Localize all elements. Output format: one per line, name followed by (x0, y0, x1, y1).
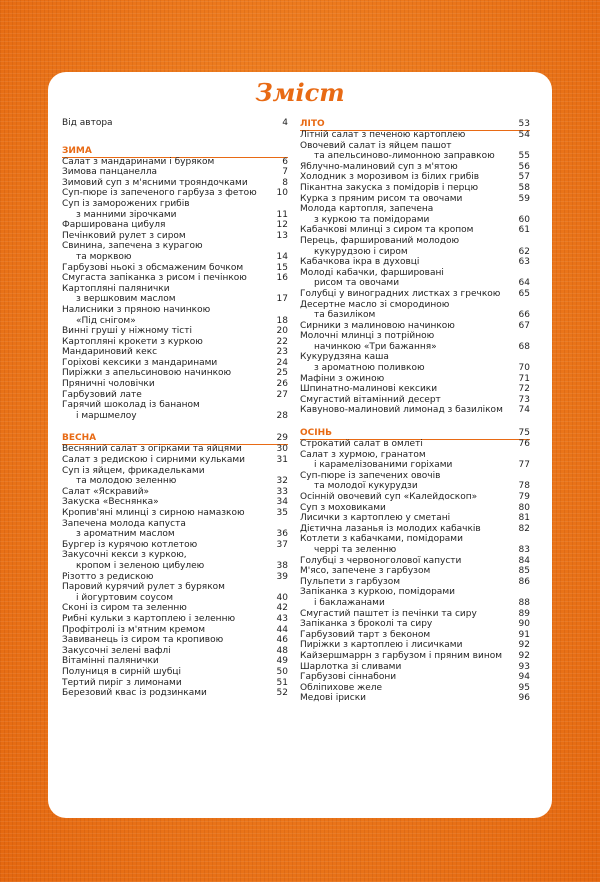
toc-entry[interactable]: Смугастий паштет із печінки та сиру 89 (300, 608, 530, 619)
toc-entry[interactable]: Завиванець із сиром та кропивою 46 (62, 635, 288, 646)
toc-entry[interactable]: черрі та зеленню 83 (314, 544, 530, 555)
toc-entry[interactable]: Запіканка з куркою, помідорами (300, 587, 455, 598)
toc-entry[interactable]: Пряничні чоловічки 26 (62, 379, 288, 390)
toc-entry[interactable]: Весняний салат з огірками та яйцями 30 (62, 444, 288, 455)
toc-entry[interactable]: Налисники з пряною начинкою (62, 304, 211, 315)
toc-entry[interactable]: Мафіни з ожиною 71 (300, 373, 530, 384)
toc-entry[interactable]: Смугастий вітамінний десерт 73 (300, 394, 530, 405)
toc-entry[interactable]: начинкою «Три бажання» 68 (314, 341, 530, 352)
toc-entry[interactable]: кропом і зеленою цибулею 38 (76, 560, 288, 571)
toc-entry[interactable]: кукурудзою і сиром 62 (314, 246, 530, 257)
toc-entry[interactable]: з вершковим маслом 17 (76, 294, 288, 305)
toc-entry[interactable]: Різотто з редискою 39 (62, 571, 288, 582)
toc-entry[interactable]: «Під снігом» 18 (76, 315, 288, 326)
toc-entry[interactable]: і маршмелоу 28 (76, 410, 288, 421)
toc-entry[interactable]: Закуска «Веснянка» 34 (62, 497, 288, 508)
toc-entry[interactable]: Лисички з картоплею у сметані 81 (300, 513, 530, 524)
right-column (300, 118, 530, 715)
toc-entry[interactable]: Дієтична лазанья із молодих кабачків 82 (300, 523, 530, 534)
toc-entry[interactable]: Шарлотка зі сливами 93 (300, 661, 530, 672)
toc-entry[interactable]: Голубці у виноградних листках з гречкою 65 (300, 288, 530, 299)
section-0 (62, 145, 288, 422)
toc-entry[interactable]: Запечена молода капуста (62, 518, 186, 529)
toc-entry[interactable]: Пульпети з гарбузом 86 (300, 576, 530, 587)
toc-entry[interactable]: та апельсиново-лимонною заправкою 55 (314, 151, 530, 162)
toc-entry[interactable]: Котлети з кабачками, помідорами (300, 534, 463, 545)
toc-entry[interactable]: Зимовий суп з м'ясними трояндочками 8 (62, 177, 288, 188)
toc-entry[interactable]: з ароматною поливкою 70 (314, 363, 530, 374)
toc-entry[interactable]: з ароматним маслом 36 (76, 529, 288, 540)
toc-entry[interactable]: Суп-пюре із запеченого гарбуза з фетою 10 (62, 188, 288, 199)
toc-entry[interactable]: Тертий пиріг з лимонами 51 (62, 677, 288, 688)
toc-entry[interactable]: та молодої кукурудзи 78 (314, 481, 530, 492)
toc-entry[interactable]: Гарбузовий лате 27 (62, 389, 288, 400)
toc-entry[interactable]: Смугаста запіканка з рисом і печінкою 16 (62, 273, 288, 284)
toc-entry[interactable]: Бургер із курячою котлетою 37 (62, 539, 288, 550)
toc-entry[interactable]: Кайзершмаррн з гарбузом і пряним вином 92 (300, 650, 530, 661)
intro-entry[interactable]: Від автора 4 (62, 118, 288, 128)
toc-entry[interactable]: Горіхові кексики з мандаринами 24 (62, 357, 288, 368)
toc-entry[interactable]: і йогуртовим соусом 40 (76, 592, 288, 603)
toc-entry[interactable]: Холодник з морозивом із білих грибів 57 (300, 172, 530, 183)
toc-entry[interactable]: Зимова панцанелла 7 (62, 167, 288, 178)
toc-entry[interactable]: Сконі із сиром та зеленню 42 (62, 603, 288, 614)
toc-entry[interactable]: Пиріжки з апельсиновою начинкою 25 (62, 368, 288, 379)
toc-entry[interactable]: Суп із заморожених грибів (62, 198, 190, 209)
toc-entry[interactable]: рисом та овочами 64 (314, 278, 530, 289)
toc-entry[interactable]: Медові іриски 96 (300, 693, 530, 704)
toc-entry[interactable]: Картопляні палянички (62, 283, 170, 294)
section-heading[interactable]: ЛІТО 53 (300, 119, 530, 129)
toc-entry[interactable]: Березовий квас із родзинками 52 (62, 688, 288, 699)
toc-entry[interactable]: Кавуново-малиновий лимонад з базиліком 74 (300, 405, 530, 416)
section-heading[interactable]: ВЕСНА 29 (62, 433, 288, 444)
toc-entry[interactable]: Пиріжки з картоплею і лисичками 92 (300, 640, 530, 651)
toc-entry[interactable]: Сирники з малиновою начинкою 67 (300, 320, 530, 331)
toc-entry[interactable]: Курка з пряним рисом та овочами 59 (300, 193, 530, 204)
toc-entry[interactable]: та морквою 14 (76, 251, 288, 262)
toc-entry[interactable]: Осінній овочевий суп «Калейдоскоп» 79 (300, 492, 530, 502)
toc-entry[interactable]: Закусочні кекси з куркою, (62, 550, 187, 561)
toc-entry[interactable]: Фарширована цибуля 12 (62, 220, 288, 231)
toc-entry[interactable]: Суп з моховиками 80 (300, 502, 530, 513)
toc-entry[interactable]: з манними зірочками 11 (76, 209, 288, 220)
section-0 (300, 118, 530, 416)
section-heading[interactable]: ОСІНЬ 75 (300, 428, 530, 439)
toc-entry[interactable]: Кропив'яні млинці з сирною намазкою 35 (62, 508, 288, 518)
toc-entry[interactable]: Салат з мандаринами і буряком 6 (62, 156, 288, 167)
toc-entry[interactable]: Кабачкова ікра в духовці 63 (300, 257, 530, 268)
section-1 (300, 427, 530, 704)
toc-entry[interactable]: та молодою зеленню 32 (76, 476, 288, 487)
left-column (62, 118, 288, 710)
toc-entry[interactable]: Перець, фарширований молодою (300, 235, 460, 246)
toc-entry[interactable]: Молоді кабачки, фаршировані (300, 267, 444, 278)
toc-entry[interactable]: Овочевий салат із яйцем пашот (300, 140, 452, 151)
toc-entry[interactable]: Гарбузовий тарт з беконом 91 (300, 629, 530, 640)
toc-entry[interactable]: Картопляні крокети з куркою 22 (62, 336, 288, 347)
toc-entry[interactable]: Паровий курячий рулет з буряком (62, 582, 225, 593)
toc-entry[interactable]: Кабачкові млинці з сиром та кропом 61 (300, 225, 530, 236)
section-heading[interactable]: ЗИМА (62, 145, 288, 157)
toc-entry[interactable]: та базиліком 66 (314, 310, 530, 321)
toc-entry[interactable]: Салат з хурмою, гранатом (300, 449, 426, 460)
toc-entry[interactable]: Молочні млинці з потрійною (300, 331, 435, 342)
toc-entry[interactable]: Профітролі із м'ятним кремом 44 (62, 624, 288, 635)
toc-entry[interactable]: Пікантна закуска з помідорів і перцю 58 (300, 182, 530, 193)
toc-entry[interactable]: Гарбузові ньокі з обсмаженим бочком 15 (62, 262, 288, 273)
toc-entry[interactable]: Яблучно-малиновий суп з м'ятою 56 (300, 161, 530, 172)
toc-entry[interactable]: Печінковий рулет з сиром 13 (62, 230, 288, 241)
toc-entry[interactable]: Строкатий салат в омлеті 76 (300, 439, 530, 450)
toc-entry[interactable]: Суп-пюре із запечених овочів (300, 470, 441, 481)
toc-entry[interactable]: Десертне масло зі смородиною (300, 299, 450, 310)
toc-entry[interactable]: Свинина, запечена з курагою (62, 241, 203, 252)
toc-entry[interactable]: з куркою та помідорами 60 (314, 214, 530, 225)
toc-entry[interactable]: Винні груші у ніжному тісті 20 (62, 326, 288, 337)
toc-entry[interactable]: Полуниця в сирній шубці 50 (62, 666, 288, 677)
toc-entry[interactable]: Салат «Яскравий» 33 (62, 486, 288, 497)
toc-entry[interactable]: Рибні кульки з картоплею і зеленню 43 (62, 613, 288, 624)
toc-entry[interactable]: Гарбузові сіннабони 94 (300, 672, 530, 683)
toc-entry[interactable]: Салат з редискою і сирними кульками 31 (62, 455, 288, 466)
toc-entry[interactable]: М'ясо, запечене з гарбузом 85 (300, 566, 530, 577)
toc-entry[interactable]: і баклажанами 88 (314, 597, 530, 608)
toc-entry[interactable]: Суп із яйцем, фрикадельками (62, 465, 205, 476)
toc-entry[interactable]: Запіканка з броколі та сиру 90 (300, 619, 530, 630)
toc-entry[interactable]: Шпинатно-малинові кексики 72 (300, 384, 530, 395)
toc-entry[interactable]: Закусочні зелені вафлі 48 (62, 645, 288, 656)
contents-card (48, 72, 552, 818)
page-title: Зміст (255, 78, 345, 107)
toc-entry[interactable]: Гарячий шоколад із бананом (62, 400, 200, 411)
toc-entry[interactable]: Кукурудзяна каша (300, 352, 389, 363)
toc-entry[interactable]: Голубці з червоноголової капусти 84 (300, 555, 530, 566)
toc-entry[interactable]: Молода картопля, запечена (300, 204, 434, 215)
toc-entry[interactable]: Обліпихове желе 95 (300, 682, 530, 693)
section-1 (62, 432, 288, 698)
toc-entry[interactable]: Літній салат з печеною картоплею 54 (300, 130, 530, 140)
toc-entry[interactable]: Вітамінні палянички 49 (62, 656, 288, 667)
toc-entry[interactable]: і карамелізованими горіхами 77 (314, 460, 530, 471)
toc-entry[interactable]: Мандариновий кекс 23 (62, 347, 288, 358)
